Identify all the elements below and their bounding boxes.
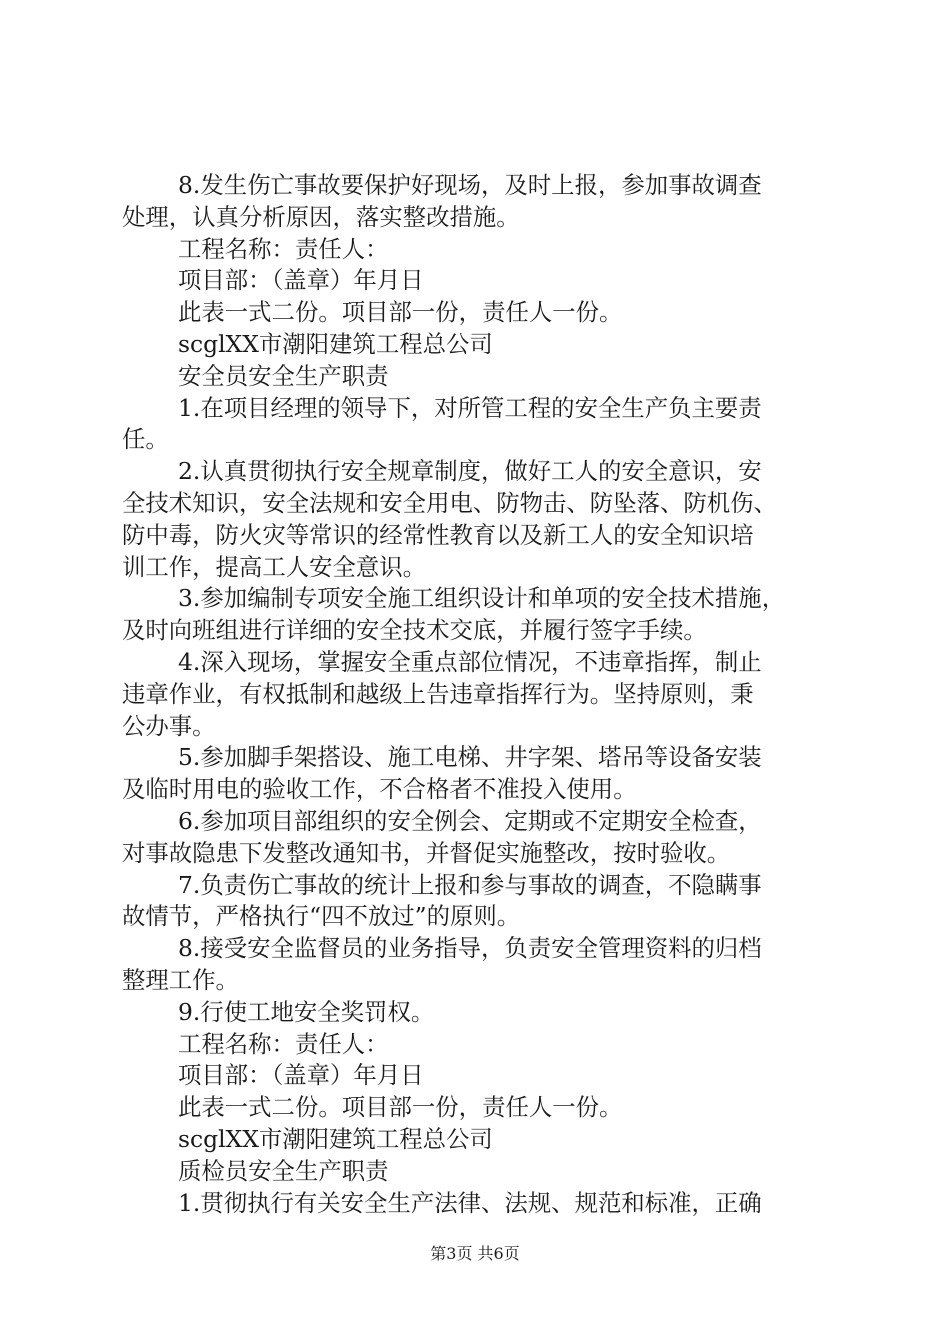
text-line: 项目部：（盖章）年月日 [178, 1061, 424, 1090]
text-line: 3.参加编制专项安全施工组织设计和单项的安全技术措施， [178, 584, 786, 613]
text-line: 任。 [122, 425, 169, 454]
text-line: scglXX市潮阳建筑工程总公司 [178, 329, 493, 358]
document-body [122, 170, 842, 1219]
text-line: 1.贯彻执行有关安全生产法律、法规、规范和标准，正确 [178, 1188, 762, 1217]
text-line: 1.在项目经理的领导下，对所管工程的安全生产负主要责 [178, 393, 762, 422]
text-line: 整理工作。 [122, 965, 239, 994]
text-line: 工程名称：责任人： [178, 1029, 389, 1058]
text-line: 8.发生伤亡事故要保护好现场，及时上报，参加事故调查 [178, 171, 762, 199]
text-line: 及时向班组进行详细的安全技术交底，并履行签字手续。 [122, 616, 707, 645]
text-line: 项目部：（盖章）年月日 [178, 266, 424, 295]
text-line: 公办事。 [122, 711, 216, 740]
text-line: 训工作，提高工人安全意识。 [122, 552, 427, 581]
text-line: 此表一式二份。项目部一份，责任人一份。 [178, 1093, 623, 1122]
text-line: scglXX市潮阳建筑工程总公司 [178, 1124, 493, 1153]
text-line: 7.负责伤亡事故的统计上报和参与事故的调查，不隐瞒事 [178, 870, 762, 899]
text-line: 2.认真贯彻执行安全规章制度，做好工人的安全意识，安 [178, 457, 762, 486]
text-line: 违章作业，有权抵制和越级上告违章指挥行为。坚持原则，秉 [122, 679, 754, 708]
text-line: 质检员安全生产职责 [178, 1156, 389, 1185]
text-line: 4.深入现场，掌握安全重点部位情况，不违章指挥，制止 [178, 647, 762, 676]
page-footer: 第3页 共6页 [430, 1244, 520, 1263]
text-line: 及临时用电的验收工作，不合格者不准投入使用。 [122, 775, 637, 804]
text-line: 6.参加项目部组织的安全例会、定期或不定期安全检查， [178, 806, 762, 835]
text-line: 全技术知识，安全法规和安全用电、防物击、防坠落、防机伤、 [122, 488, 777, 517]
text-line: 9.行使工地安全奖罚权。 [178, 997, 435, 1026]
text-line: 5.参加脚手架搭设、施工电梯、井字架、塔吊等设备安装 [178, 743, 762, 772]
text-line: 对事故隐患下发整改通知书，并督促实施整改，按时验收。 [122, 838, 731, 867]
text-line: 故情节，严格执行“四不放过”的原则。 [122, 902, 521, 931]
text-line: 安全员安全生产职责 [178, 361, 389, 390]
text-line: 防中毒，防火灾等常识的经常性教育以及新工人的安全知识培 [122, 520, 754, 549]
text-line: 此表一式二份。项目部一份，责任人一份。 [178, 298, 623, 327]
text-line: 8.接受安全监督员的业务指导，负责安全管理资料的归档 [178, 934, 762, 963]
text-line: 工程名称：责任人： [178, 234, 389, 263]
text-line: 处理，认真分析原因，落实整改措施。 [122, 202, 520, 231]
